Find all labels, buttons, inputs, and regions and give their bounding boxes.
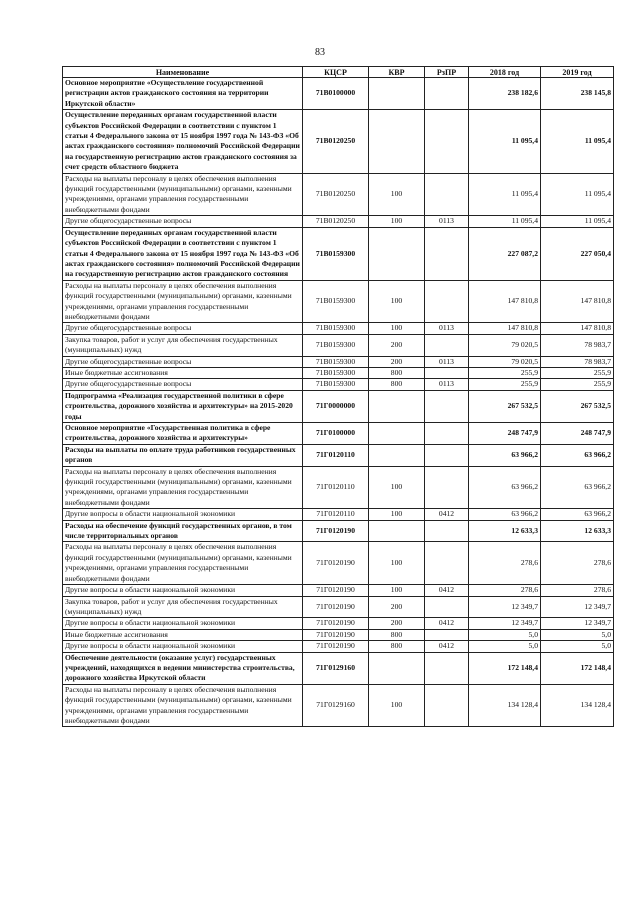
row-value-2018: 227 087,2 [469,227,541,280]
row-kcsr: 71В0120250 [303,110,369,173]
row-kvr: 800 [369,629,425,640]
header-2019: 2019 год [541,67,614,78]
row-kvr: 800 [369,379,425,390]
row-name: Другие вопросы в области национальной экономики [63,618,303,629]
row-kcsr: 71Г0120190 [303,596,369,618]
row-value-2019: 63 966,2 [541,509,614,520]
row-value-2019: 147 810,8 [541,323,614,334]
row-value-2019: 11 095,4 [541,216,614,227]
row-value-2018: 134 128,4 [469,684,541,727]
row-rzpr [425,78,469,110]
row-value-2018: 255,9 [469,379,541,390]
row-kvr: 200 [369,334,425,356]
row-kvr: 200 [369,596,425,618]
row-value-2019: 227 050,4 [541,227,614,280]
row-value-2018: 278,6 [469,542,541,585]
row-kvr [369,444,425,466]
row-kvr: 100 [369,280,425,323]
row-rzpr: 0113 [425,216,469,227]
row-kvr: 200 [369,618,425,629]
row-kvr: 800 [369,367,425,378]
row-kcsr: 71Г0100000 [303,423,369,445]
table-row [63,356,614,367]
table-row [63,629,614,640]
row-value-2018: 12 633,3 [469,520,541,542]
row-rzpr [425,173,469,216]
row-kcsr: 71В0159300 [303,334,369,356]
row-rzpr [425,367,469,378]
row-name: Иные бюджетные ассигнования [63,367,303,378]
table-row [63,423,614,445]
table-row [63,509,614,520]
row-name: Расходы на выплаты персоналу в целях обеспечения выполнения функций государственными (муниципальными) органами, казенными учреждениями, органами управления государственными внебюджетными фондами [63,280,303,323]
row-rzpr [425,444,469,466]
row-kcsr: 71В0120250 [303,216,369,227]
row-rzpr: 0412 [425,618,469,629]
row-name: Основное мероприятие «Осуществление государственной регистрации актов гражданского состояния на территории Иркутской области» [63,78,303,110]
budget-table [62,66,614,727]
page-number: 83 [315,47,325,58]
table-row [63,390,614,422]
row-value-2019: 63 966,2 [541,466,614,509]
row-kcsr: 71Г0120190 [303,641,369,652]
row-kvr [369,110,425,173]
row-value-2019: 11 095,4 [541,173,614,216]
row-rzpr [425,423,469,445]
row-value-2019: 248 747,9 [541,423,614,445]
table-row [63,520,614,542]
row-value-2019: 5,0 [541,641,614,652]
table-header-row [63,67,614,78]
row-kcsr: 71В0100000 [303,78,369,110]
row-kvr [369,652,425,684]
row-rzpr [425,390,469,422]
row-kvr: 100 [369,542,425,585]
row-value-2018: 63 966,2 [469,444,541,466]
row-value-2018: 12 349,7 [469,618,541,629]
table-body [63,78,614,727]
row-name: Иные бюджетные ассигнования [63,629,303,640]
table-row [63,684,614,727]
row-value-2019: 134 128,4 [541,684,614,727]
header-rzpr: РзПР [425,67,469,78]
row-name: Основное мероприятие «Государственная политика в сфере строительства, дорожного хозяйства и архитектуры» [63,423,303,445]
row-kvr [369,390,425,422]
row-value-2019: 63 966,2 [541,444,614,466]
row-value-2018: 147 810,8 [469,280,541,323]
row-value-2018: 79 020,5 [469,334,541,356]
row-value-2019: 11 095,4 [541,110,614,173]
table-row [63,542,614,585]
row-value-2019: 238 145,8 [541,78,614,110]
row-kcsr: 71Г0120110 [303,444,369,466]
table-row [63,585,614,596]
row-kvr: 200 [369,356,425,367]
table-row [63,641,614,652]
row-kvr: 100 [369,323,425,334]
row-rzpr [425,280,469,323]
row-kcsr: 71В0159300 [303,280,369,323]
row-kcsr: 71В0159300 [303,367,369,378]
row-value-2019: 147 810,8 [541,280,614,323]
header-name: Наименование [63,67,303,78]
table-row [63,216,614,227]
row-value-2018: 63 966,2 [469,509,541,520]
header-kcsr: КЦСР [303,67,369,78]
row-kcsr: 71Г0000000 [303,390,369,422]
row-kvr: 100 [369,509,425,520]
row-rzpr: 0113 [425,323,469,334]
row-name: Расходы на обеспечение функций государственных органов, в том числе территориальных органов [63,520,303,542]
row-kvr: 800 [369,641,425,652]
row-rzpr [425,227,469,280]
row-kvr: 100 [369,684,425,727]
row-rzpr: 0113 [425,379,469,390]
row-value-2018: 79 020,5 [469,356,541,367]
row-kvr [369,227,425,280]
row-rzpr [425,110,469,173]
row-kcsr: 71Г0129160 [303,684,369,727]
row-value-2018: 248 747,9 [469,423,541,445]
row-value-2019: 278,6 [541,542,614,585]
table-row [63,379,614,390]
row-rzpr [425,652,469,684]
row-value-2019: 278,6 [541,585,614,596]
row-name: Закупка товаров, работ и услуг для обеспечения государственных (муниципальных) нужд [63,334,303,356]
row-name: Расходы на выплаты персоналу в целях обеспечения выполнения функций государственными (муниципальными) органами, казенными учреждениями, органами управления государственными внебюджетными фондами [63,466,303,509]
row-value-2018: 12 349,7 [469,596,541,618]
row-rzpr [425,466,469,509]
header-kvr: КВР [369,67,425,78]
table-row [63,280,614,323]
row-kcsr: 71В0159300 [303,379,369,390]
header-2018: 2018 год [469,67,541,78]
row-name: Другие вопросы в области национальной экономики [63,585,303,596]
row-value-2019: 12 633,3 [541,520,614,542]
row-rzpr: 0412 [425,641,469,652]
row-value-2018: 11 095,4 [469,110,541,173]
row-kcsr: 71Г0120190 [303,618,369,629]
row-rzpr [425,596,469,618]
row-value-2018: 147 810,8 [469,323,541,334]
row-kvr: 100 [369,173,425,216]
row-value-2019: 5,0 [541,629,614,640]
row-name: Расходы на выплаты по оплате труда работников государственных органов [63,444,303,466]
row-name: Другие вопросы в области национальной экономики [63,641,303,652]
row-rzpr [425,629,469,640]
row-name: Другие общегосударственные вопросы [63,356,303,367]
row-rzpr: 0412 [425,509,469,520]
row-name: Расходы на выплаты персоналу в целях обеспечения выполнения функций государственными (муниципальными) органами, казенными учреждениями, органами управления государственными внебюджетными фондами [63,173,303,216]
row-rzpr [425,334,469,356]
row-value-2018: 5,0 [469,641,541,652]
row-kcsr: 71Г0120190 [303,520,369,542]
row-kvr [369,423,425,445]
row-value-2019: 12 349,7 [541,618,614,629]
row-kvr [369,520,425,542]
row-value-2018: 5,0 [469,629,541,640]
row-name: Расходы на выплаты персоналу в целях обеспечения выполнения функций государственными (муниципальными) органами, казенными учреждениями, органами управления государственными внебюджетными фондами [63,684,303,727]
row-kcsr: 71Г0120190 [303,542,369,585]
row-value-2019: 78 983,7 [541,356,614,367]
row-kcsr: 71Г0120110 [303,509,369,520]
row-value-2018: 278,6 [469,585,541,596]
row-rzpr [425,684,469,727]
table-row [63,618,614,629]
row-value-2019: 255,9 [541,379,614,390]
table-row [63,227,614,280]
row-kvr [369,78,425,110]
row-value-2018: 238 182,6 [469,78,541,110]
row-value-2018: 267 532,5 [469,390,541,422]
row-value-2018: 172 148,4 [469,652,541,684]
row-kcsr: 71Г0120190 [303,585,369,596]
table-row [63,652,614,684]
row-name: Осуществление переданных органам государственной власти субъектов Российской Федерации в соответствии с пунктом 1 статьи 4 Федерального закона от 15 ноября 1997 года № 143-ФЗ «Об актах гражданского состояния» полномочий Российской Федерации на государственную регистрацию актов гражданского состояния [63,227,303,280]
row-value-2018: 11 095,4 [469,216,541,227]
row-value-2019: 172 148,4 [541,652,614,684]
row-name: Расходы на выплаты персоналу в целях обеспечения выполнения функций государственными (муниципальными) органами, казенными учреждениями, органами управления государственными внебюджетными фондами [63,542,303,585]
row-kvr: 100 [369,216,425,227]
table-row [63,596,614,618]
row-name: Закупка товаров, работ и услуг для обеспечения государственных (муниципальных) нужд [63,596,303,618]
row-name: Другие общегосударственные вопросы [63,216,303,227]
row-rzpr [425,542,469,585]
row-value-2019: 267 532,5 [541,390,614,422]
row-kcsr: 71Г0120190 [303,629,369,640]
table-row [63,110,614,173]
row-kcsr: 71Г0120110 [303,466,369,509]
row-value-2019: 12 349,7 [541,596,614,618]
row-value-2018: 63 966,2 [469,466,541,509]
row-value-2018: 11 095,4 [469,173,541,216]
table-row [63,323,614,334]
row-kvr: 100 [369,585,425,596]
row-kcsr: 71В0159300 [303,227,369,280]
row-name: Другие общегосударственные вопросы [63,323,303,334]
table-row [63,173,614,216]
table-row [63,334,614,356]
row-name: Другие общегосударственные вопросы [63,379,303,390]
row-name: Другие вопросы в области национальной экономики [63,509,303,520]
table-row [63,466,614,509]
row-rzpr: 0412 [425,585,469,596]
table-row [63,78,614,110]
row-rzpr [425,520,469,542]
row-kcsr: 71В0159300 [303,323,369,334]
table-row [63,444,614,466]
row-rzpr: 0113 [425,356,469,367]
row-value-2019: 255,9 [541,367,614,378]
row-name: Подпрограмма «Реализация государственной политики в сфере строительства, дорожного хозяйства и архитектуры» на 2015-2020 годы [63,390,303,422]
row-kcsr: 71В0159300 [303,356,369,367]
table-row [63,367,614,378]
row-kvr: 100 [369,466,425,509]
row-value-2018: 255,9 [469,367,541,378]
row-value-2019: 78 983,7 [541,334,614,356]
row-kcsr: 71В0120250 [303,173,369,216]
row-kcsr: 71Г0129160 [303,652,369,684]
row-name: Обеспечение деятельности (оказание услуг) государственных учреждений, находящихся в ведении министерства строительства, дорожного хозяйства Иркутской области [63,652,303,684]
row-name: Осуществление переданных органам государственной власти субъектов Российской Федерации в соответствии с пунктом 1 статьи 4 Федерального закона от 15 ноября 1997 года № 143-ФЗ «Об актах гражданского состояния» полномочий Российской Федерации на государственную регистрацию актов гражданского состояния за счет средств областного бюджета [63,110,303,173]
